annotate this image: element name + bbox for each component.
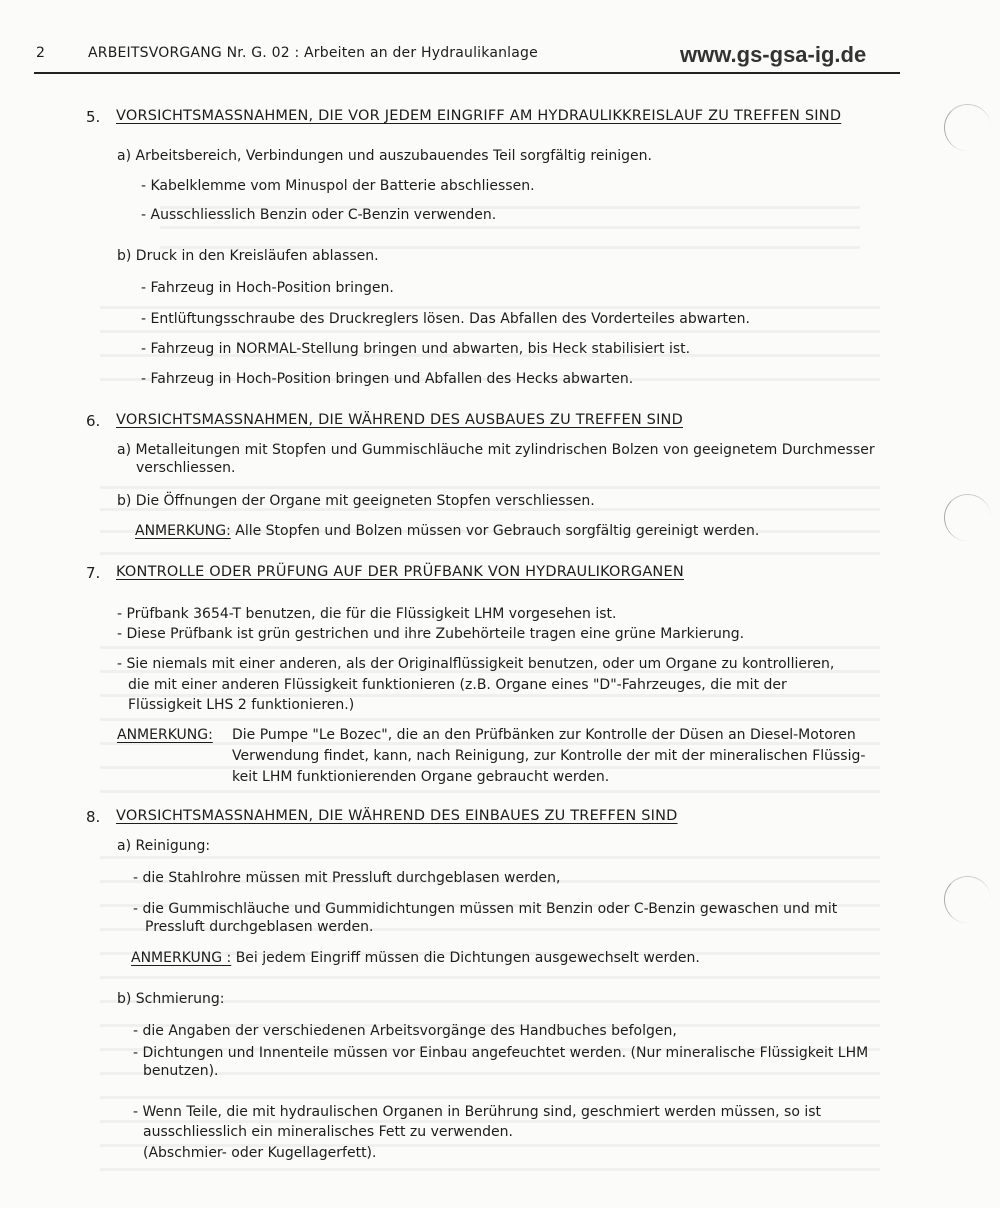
note	[135, 523, 759, 539]
step-a-continued: verschliessen.	[136, 460, 236, 476]
note-label: ANMERKUNG:	[117, 727, 213, 743]
punch-hole-top	[944, 104, 991, 151]
section-heading: VORSICHTSMASSNAHMEN, DIE WÄHREND DES AUSBAUES ZU TREFFEN SIND	[116, 412, 683, 428]
section-number: 8.	[86, 808, 101, 826]
list-item: - Wenn Teile, die mit hydraulischen Organen in Berührung sind, geschmiert werden müssen, so ist	[133, 1104, 822, 1120]
list-item-continued: ausschliesslich ein mineralisches Fett zu verwenden.	[143, 1124, 513, 1140]
section-heading: VORSICHTSMASSNAHMEN, DIE VOR JEDEM EINGRIFF AM HYDRAULIKKREISLAUF ZU TREFFEN SIND	[116, 108, 842, 124]
step-a: a) Metalleitungen mit Stopfen und Gummischläuche mit zylindrischen Bolzen von geeignetem Durchmesser	[117, 442, 875, 458]
list-item: - Sie niemals mit einer anderen, als der Originalflüssigkeit benutzen, oder um Organe zu kontrollieren,	[117, 656, 835, 672]
list-item: - Ausschliesslich Benzin oder C-Benzin verwenden.	[141, 207, 497, 223]
list-item-continued: (Abschmier- oder Kugellagerfett).	[143, 1145, 377, 1161]
section-number: 7.	[86, 564, 101, 582]
section-heading: VORSICHTSMASSNAHMEN, DIE WÄHREND DES EINBAUES ZU TREFFEN SIND	[116, 808, 678, 824]
list-item-continued: Flüssigkeit LHS 2 funktionieren.)	[128, 697, 355, 713]
note-text: keit LHM funktionierenden Organe gebraucht werden.	[232, 769, 610, 785]
step-b: b) Die Öffnungen der Organe mit geeigneten Stopfen verschliessen.	[117, 493, 595, 509]
list-item: - Entlüftungsschraube des Druckreglers lösen. Das Abfallen des Vorderteiles abwarten.	[141, 311, 750, 327]
list-item: - Kabelklemme vom Minuspol der Batterie abschliessen.	[141, 178, 535, 194]
note-text: Bei jedem Eingriff müssen die Dichtungen ausgewechselt werden.	[231, 950, 700, 966]
list-item: - die Stahlrohre müssen mit Pressluft durchgeblasen werden,	[133, 870, 561, 886]
step-b: b) Schmierung:	[117, 991, 225, 1007]
section-heading: KONTROLLE ODER PRÜFUNG AUF DER PRÜFBANK VON HYDRAULIKORGANEN	[116, 564, 684, 580]
page-number: 2	[36, 45, 46, 61]
list-item: - Dichtungen und Innenteile müssen vor Einbau angefeuchtet werden. (Nur mineralische Flüssigkeit LHM	[133, 1045, 869, 1061]
note-text: Verwendung findet, kann, nach Reinigung, zur Kontrolle der mit der mineralischen Flüssig-	[232, 748, 866, 764]
note-label: ANMERKUNG:	[135, 523, 231, 539]
list-item: - Fahrzeug in NORMAL-Stellung bringen und abwarten, bis Heck stabilisiert ist.	[141, 341, 691, 357]
website-url: www.gs-gsa-ig.de	[680, 42, 867, 67]
list-item-continued: die mit einer anderen Flüssigkeit funktionieren (z.B. Organe eines "D"-Fahrzeuges, die mit der	[128, 677, 787, 693]
list-item: - Fahrzeug in Hoch-Position bringen.	[141, 280, 394, 296]
list-item: - Diese Prüfbank ist grün gestrichen und ihre Zubehörteile tragen eine grüne Markierung.	[117, 626, 745, 642]
step-b: b) Druck in den Kreisläufen ablassen.	[117, 248, 379, 264]
list-item-continued: Pressluft durchgeblasen werden.	[145, 919, 374, 935]
list-item: - die Angaben der verschiedenen Arbeitsvorgänge des Handbuches befolgen,	[133, 1023, 677, 1039]
punch-hole-middle	[944, 494, 991, 541]
section-number: 5.	[86, 108, 101, 126]
document-title: ARBEITSVORGANG Nr. G. 02 : Arbeiten an der Hydraulikanlage	[88, 45, 538, 61]
punch-hole-bottom	[944, 876, 991, 923]
note-label: ANMERKUNG :	[131, 950, 232, 966]
step-a: a) Arbeitsbereich, Verbindungen und auszubauendes Teil sorgfältig reinigen.	[117, 148, 652, 164]
note-text: Alle Stopfen und Bolzen müssen vor Gebrauch sorgfältig gereinigt werden.	[230, 523, 760, 539]
step-a: a) Reinigung:	[117, 838, 211, 854]
list-item-continued: benutzen).	[143, 1063, 219, 1079]
list-item: - Fahrzeug in Hoch-Position bringen und Abfallen des Hecks abwarten.	[141, 371, 634, 387]
list-item: - die Gummischläuche und Gummidichtungen müssen mit Benzin oder C-Benzin gewaschen und mit	[133, 901, 838, 917]
header-rule	[34, 72, 900, 74]
note	[131, 950, 700, 966]
note-text: Die Pumpe "Le Bozec", die an den Prüfbänken zur Kontrolle der Düsen an Diesel-Motoren	[232, 727, 856, 743]
list-item: - Prüfbank 3654-T benutzen, die für die Flüssigkeit LHM vorgesehen ist.	[117, 606, 617, 622]
section-number: 6.	[86, 412, 101, 430]
